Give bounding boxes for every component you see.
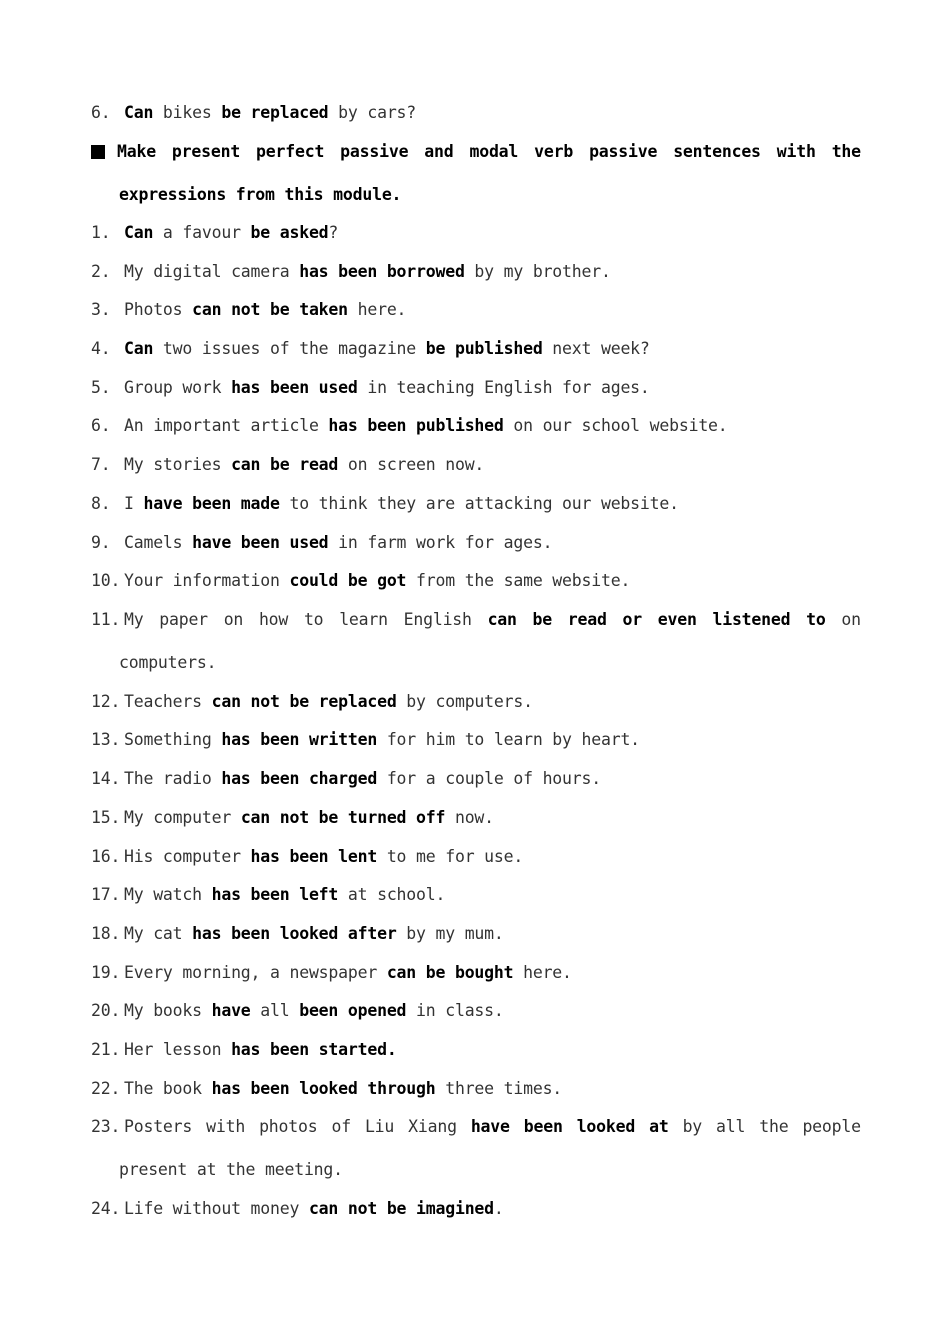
text-plain: for a couple of hours. [377,769,601,788]
item-lead [91,1116,192,1138]
text-bold: or [622,610,642,629]
text-plain: with [206,1117,246,1136]
item-number: 12. [91,692,121,711]
text-plain: . [493,1199,504,1218]
text-plain: people [802,1117,861,1136]
text-plain: Life without money [124,1199,309,1218]
item-number: 16. [91,847,121,866]
text-plain: by my mum. [396,924,504,943]
item-number: 17. [91,885,121,904]
heading-word: passive [340,142,409,161]
text-bold: to [806,610,826,629]
item-number: 7. [91,455,111,474]
text-plain: The radio [124,769,222,788]
list-item [91,768,861,790]
list-item [91,691,861,713]
list-item-continuation: present at the meeting. [119,1160,343,1179]
item-number: 9. [91,533,111,552]
text-plain: photos [259,1117,318,1136]
text-bold: Can [124,223,154,242]
item-number: 8. [91,494,111,513]
text-bold: has been left [211,885,339,904]
text-plain: by my brother. [464,262,611,281]
list-item [91,493,861,515]
text-plain: of [331,1117,351,1136]
item-number: 20. [91,1001,121,1020]
text-plain: Posters [124,1117,193,1136]
list-item [91,923,861,945]
text-bold: been [523,1117,563,1136]
item-number: 6. [91,416,111,435]
text-plain: My watch [124,885,212,904]
text-plain: English [403,610,472,629]
text-plain: Camels [124,533,193,552]
text-plain: learn [339,610,388,629]
text-plain: Her lesson [124,1040,232,1059]
text-bold: can not be replaced [211,692,397,711]
text-plain: to me for use. [377,847,524,866]
list-item-continuation: computers. [119,653,217,672]
text-plain: how [258,610,289,629]
text-bold: can not be imagined [308,1199,494,1218]
text-bold: can be bought [386,963,514,982]
list-item [91,454,861,476]
list-item [91,570,861,592]
list-item [91,1039,861,1061]
text-plain: Xiang [408,1117,457,1136]
text-bold: could be got [289,571,407,590]
text-bold: have [470,1117,510,1136]
text-plain: on [223,610,244,629]
text-plain: Liu [364,1117,395,1136]
text-bold: can [487,610,517,629]
item-number: 14. [91,769,121,788]
text-bold: can not be turned off [240,808,446,827]
heading-word: passive [589,142,658,161]
text-bold: has been borrowed [299,262,465,281]
list-item [91,222,861,244]
text-plain: here. [513,963,572,982]
text-plain: Every morning, a newspaper [124,963,387,982]
list-item [91,299,861,321]
text-bold: has been looked after [192,924,397,943]
text-bold: have been made [143,494,280,513]
text-bold: Can [124,339,154,358]
item-number: 1. [91,223,111,242]
text-bold: has been used [231,378,358,397]
text-plain: His computer [124,847,251,866]
text-bold: has been written [221,730,378,749]
item-number: 18. [91,924,121,943]
heading-word: present [171,142,241,161]
text-plain: Something [124,730,222,749]
text-plain: I [124,494,144,513]
text-bold: have been used [192,533,329,552]
heading-bullet-square-icon: Make [91,141,156,163]
list-item [91,415,861,437]
item-number: 21. [91,1040,121,1059]
text-plain: paper [159,610,208,629]
text-plain: ? [328,223,339,242]
text-bold: read [567,610,607,629]
list-item [91,846,861,868]
text-plain: at school. [338,885,446,904]
heading-word: modal [469,142,519,161]
text-bold: has been published [328,416,504,435]
list-item [91,377,861,399]
text-plain: next week? [542,339,650,358]
text-plain: the [759,1117,789,1136]
item-number: 13. [91,730,121,749]
text-bold: has been lent [250,847,378,866]
text-bold: can not be taken [192,300,348,319]
text-plain: all [250,1001,300,1020]
text-bold: even [657,610,697,629]
text-bold: has been charged [221,769,378,788]
top-item-6 [91,102,861,124]
list-item [91,609,861,631]
text-plain: by cars? [328,103,417,122]
text-bold: Can [124,103,154,122]
text-plain: by [682,1117,703,1136]
text-bold: been opened [299,1001,407,1020]
text-plain: My cat [124,924,193,943]
text-plain: in teaching English for ages. [357,378,650,397]
text-bold: have [211,1001,251,1020]
text-bold: at [649,1117,669,1136]
text-bold: be [532,610,553,629]
text-plain: in class. [406,1001,504,1020]
text-plain: Teachers [124,692,212,711]
heading-word: the [831,142,861,161]
text-plain: on screen now. [338,455,485,474]
text-plain: here. [347,300,407,319]
heading-word: sentences [673,142,761,161]
text-plain: on our school website. [503,416,728,435]
text-plain: My books [124,1001,212,1020]
item-number: 11. [91,610,121,629]
list-item [91,1078,861,1100]
text-plain: to [303,610,324,629]
item-number: 24. [91,1199,121,1218]
text-plain: to think they are attacking our website. [279,494,679,513]
text-plain: bikes [153,103,222,122]
text-plain: from the same website. [406,571,631,590]
text-bold: can be read [231,455,339,474]
list-item [91,532,861,554]
text-bold: listened [712,610,791,629]
text-bold: has been looked through [211,1079,436,1098]
text-plain: The book [124,1079,212,1098]
item-number: 4. [91,339,111,358]
list-item [91,807,861,829]
heading-continuation: expressions from this module. [119,185,402,204]
text-plain: by computers. [396,692,533,711]
text-plain: three times. [435,1079,563,1098]
heading-word: with [776,142,816,161]
item-number: 5. [91,378,111,397]
text-plain: a favour [153,223,251,242]
heading-word: perfect [256,142,325,161]
list-item [91,1116,861,1138]
list-item [91,884,861,906]
text-plain: Photos [124,300,193,319]
item-number: 3. [91,300,111,319]
item-number: 15. [91,808,121,827]
text-plain: Group work [124,378,232,397]
list-item [91,1198,861,1220]
heading-word: verb [534,142,574,161]
item-number: 6. [91,103,111,122]
item-number: 10. [91,571,121,590]
text-bold: be published [425,339,543,358]
item-number: 2. [91,262,111,281]
text-plain: My computer [124,808,241,827]
text-bold: looked [576,1117,636,1136]
text-plain: on [841,610,861,629]
text-bold: be asked [250,223,329,242]
text-bold: has been started. [231,1040,397,1059]
text-plain: now. [445,808,494,827]
list-item [91,962,861,984]
section-heading [91,141,861,163]
text-plain: two issues of the magazine [153,339,426,358]
text-plain: in farm work for ages. [328,533,553,552]
list-item [91,338,861,360]
text-plain: for him to learn by heart. [377,730,640,749]
text-plain: My digital camera [124,262,300,281]
text-plain: An important article [124,416,329,435]
list-item [91,1000,861,1022]
item-number: 22. [91,1079,121,1098]
item-lead [91,609,143,631]
text-plain: My stories [124,455,232,474]
heading-word: and [424,142,454,161]
item-number: 19. [91,963,121,982]
text-plain: Your information [124,571,290,590]
list-item [91,729,861,751]
text-plain: My [124,610,144,629]
text-plain: all [716,1117,746,1136]
text-bold: be replaced [221,103,329,122]
list-item [91,261,861,283]
item-number: 23. [91,1117,121,1136]
